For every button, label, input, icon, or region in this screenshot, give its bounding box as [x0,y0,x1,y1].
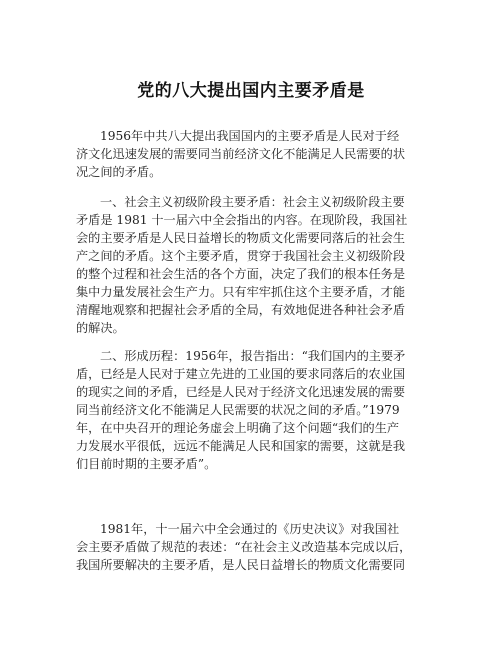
text-line: 会的主要矛盾是人民日益增长的物质文化需要同落后的社会生 [76,231,406,245]
text-line: 清醒地观察和把握社会矛盾的全局，有效地促进各种社会矛盾 [76,303,406,317]
text-line: 的整个过程和社会生活的各个方面，决定了我们的根本任务是 [76,267,406,281]
text-line: 产之间的矛盾。这个主要矛盾，贯穿于我国社会主义初级阶段 [76,249,406,263]
text-line: 况之间的矛盾。 [76,165,162,179]
text-line: 矛盾是 1981 十一届六中全会指出的内容。在现阶段，我国社 [76,213,408,227]
text-line: 年，在中央召开的理论务虚会上明确了这个问题“我们的生产 [76,421,400,435]
text-line: 济文化迅速发展的需要同当前经济文化不能满足人民需要的状 [76,147,406,161]
text-line: 会主要矛盾做了规范的表述：“在社会主义改造基本完成以后， [76,540,412,554]
text-line: 同当前经济文化不能满足人民需要的状况之间的矛盾。”1979 [76,403,400,417]
text-line: 的解决。 [76,321,125,335]
text-line: 集中力量发展社会生产力。只有牢牢抓住这个主要矛盾，才能 [76,285,406,299]
text-line: 1981年，十一届六中全会通过的《历史决议》对我国社 [100,522,400,536]
text-line: 盾，已经是人民对于建立先进的工业国的要求同落后的农业国 [76,367,406,381]
text-line: 我国所要解决的主要矛盾，是人民日益增长的物质文化需要同 [76,558,406,572]
text-line: 一、社会主义初级阶段主要矛盾：社会主义初级阶段主要 [100,195,405,209]
text-line: 1956年中共八大提出我国国内的主要矛盾是人民对于经 [100,129,400,143]
text-line: 的现实之间的矛盾，已经是人民对于经济文化迅速发展的需要 [76,385,406,399]
text-line: 力发展水平很低，远远不能满足人民和国家的需要，这就是我 [76,439,406,453]
document-title: 党的八大提出国内主要矛盾是 [137,81,365,101]
text-line: 二、形成历程：1956年，报告指出：“我们国内的主要矛 [100,349,406,363]
text-line: 们目前时期的主要矛盾”。 [76,457,217,471]
